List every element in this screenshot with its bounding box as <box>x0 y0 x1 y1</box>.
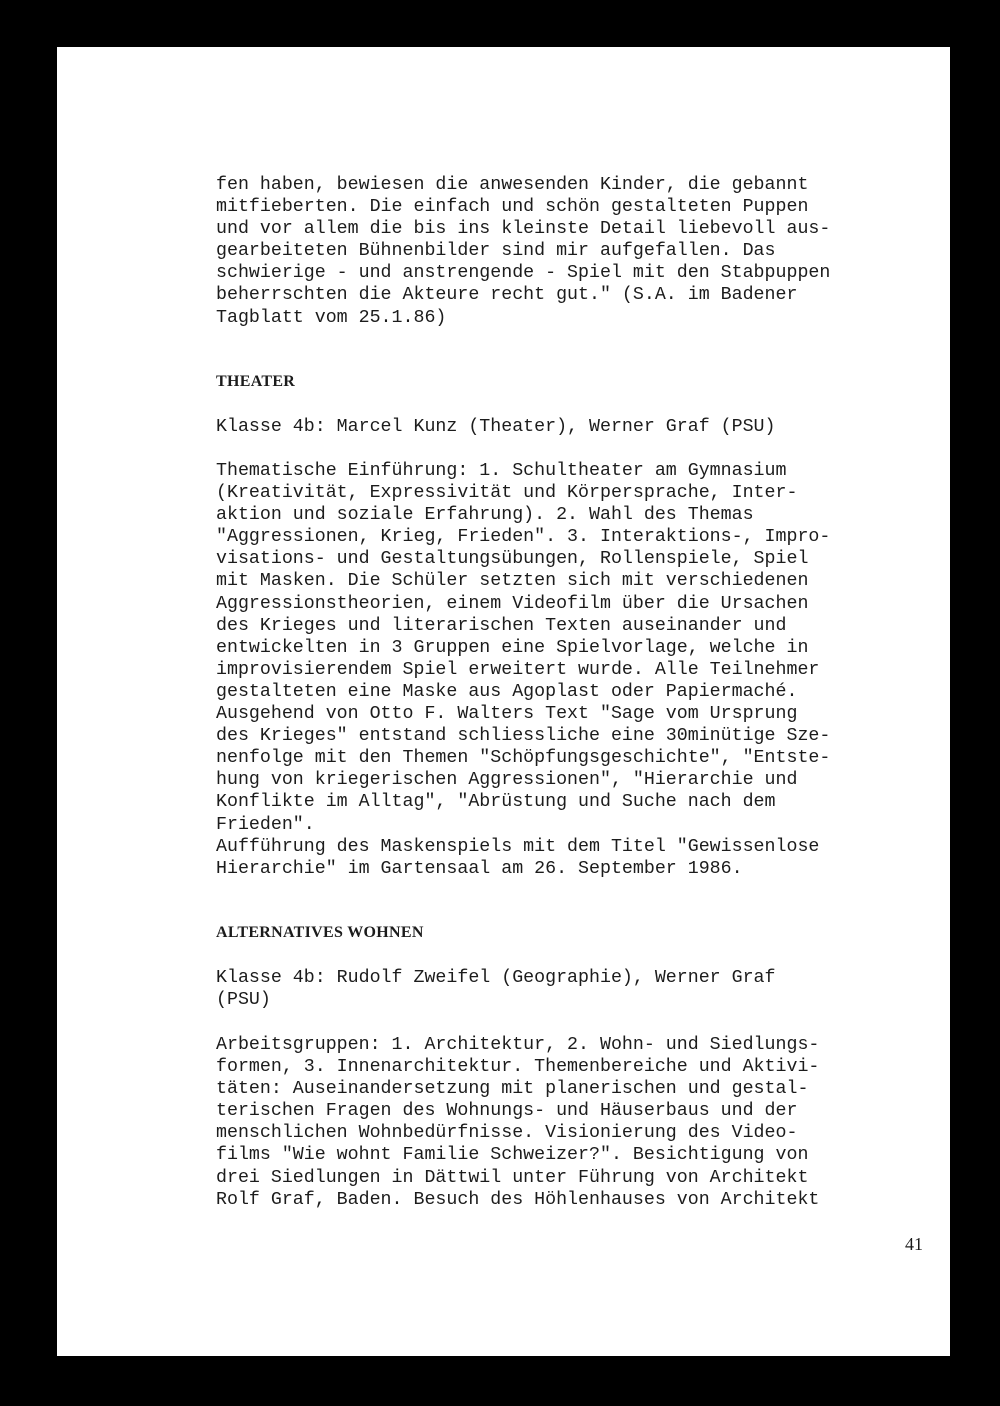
text-line: terischen Fragen des Wohnungs- und Häuserbaus und der <box>216 1101 798 1122</box>
text-line: täten: Auseinandersetzung mit planerischen und gestal- <box>216 1079 809 1100</box>
text-line: des Krieges" entstand schliessliche eine 30minütige Sze- <box>216 726 831 747</box>
wohnen-paragraph <box>216 1034 936 1211</box>
document-page <box>57 47 950 1356</box>
text-line: Aggressionstheorien, einem Videofilm über die Ursachen <box>216 593 809 614</box>
text-line: und vor allem die bis ins kleinste Detail liebevoll aus- <box>216 219 831 240</box>
text-line: des Krieges und literarischen Texten auseinander und <box>216 615 787 636</box>
text-line: mit Masken. Die Schüler setzten sich mit verschiedenen <box>216 571 809 592</box>
text-line: hung von kriegerischen Aggressionen", "Hierarchie und <box>216 770 798 791</box>
text-line: Ausgehend von Otto F. Walters Text "Sage vom Ursprung <box>216 704 798 725</box>
text-line: Konflikte im Alltag", "Abrüstung und Suche nach dem <box>216 792 776 813</box>
text-line: films "Wie wohnt Familie Schweizer?". Besichtigung von <box>216 1145 809 1166</box>
text-line: schwierige - und anstrengende - Spiel mit den Stabpuppen <box>216 263 831 284</box>
text-line: Hierarchie" im Gartensaal am 26. September 1986. <box>216 858 743 879</box>
text-line: drei Siedlungen in Dättwil unter Führung von Architekt <box>216 1167 809 1188</box>
text-line: aktion und soziale Erfahrung). 2. Wahl des Themas <box>216 505 754 526</box>
intro-paragraph <box>216 174 936 329</box>
text-line: Frieden". <box>216 814 315 835</box>
text-line: menschlichen Wohnbedürfnisse. Visionierung des Video- <box>216 1123 798 1144</box>
text-line: Thematische Einführung: 1. Schultheater am Gymnasium <box>216 461 787 481</box>
wohnen-class-line <box>216 967 936 1011</box>
text-line: gestalteten eine Maske aus Agoplast oder Papiermaché. <box>216 681 798 702</box>
wohnen-heading: ALTERNATIVES WOHNEN <box>216 924 424 941</box>
text-line: nenfolge mit den Themen "Schöpfungsgeschichte", "Entste- <box>216 748 831 769</box>
text-line: Klasse 4b: Rudolf Zweifel (Geographie), Werner Graf <box>216 968 776 988</box>
text-line: fen haben, bewiesen die anwesenden Kinder, die gebannt <box>216 175 809 195</box>
text-line: Klasse 4b: Marcel Kunz (Theater), Werner Graf (PSU) <box>216 417 776 437</box>
text-line: gearbeiteten Bühnenbilder sind mir aufgefallen. Das <box>216 241 776 262</box>
text-line: visations- und Gestaltungsübungen, Rollenspiele, Spiel <box>216 549 809 570</box>
text-line: improvisierendem Spiel erweitert wurde. Alle Teilnehmer <box>216 659 820 680</box>
text-line: beherrschten die Akteure recht gut." (S.A. im Badener <box>216 285 798 306</box>
text-line: (Kreativität, Expressivität und Körpersprache, Inter- <box>216 483 798 504</box>
text-line: entwickelten in 3 Gruppen eine Spielvorlage, welche in <box>216 637 809 658</box>
text-line: (PSU) <box>216 990 271 1011</box>
page-number: 41 <box>905 1234 923 1254</box>
text-line: Tagblatt vom 25.1.86) <box>216 307 447 328</box>
text-line: formen, 3. Innenarchitektur. Themenbereiche und Aktivi- <box>216 1057 820 1078</box>
text-line: Rolf Graf, Baden. Besuch des Höhlenhauses von Architekt <box>216 1189 820 1210</box>
text-line: Aufführung des Maskenspiels mit dem Titel "Gewissenlose <box>216 836 820 857</box>
text-line: mitfieberten. Die einfach und schön gestalteten Puppen <box>216 197 809 218</box>
theater-paragraph <box>216 460 936 880</box>
text-line: Arbeitsgruppen: 1. Architektur, 2. Wohn- und Siedlungs- <box>216 1035 820 1055</box>
theater-class-line <box>216 416 936 438</box>
text-line: "Aggressionen, Krieg, Frieden". 3. Interaktions-, Impro- <box>216 527 831 548</box>
theater-heading: THEATER <box>216 373 296 390</box>
